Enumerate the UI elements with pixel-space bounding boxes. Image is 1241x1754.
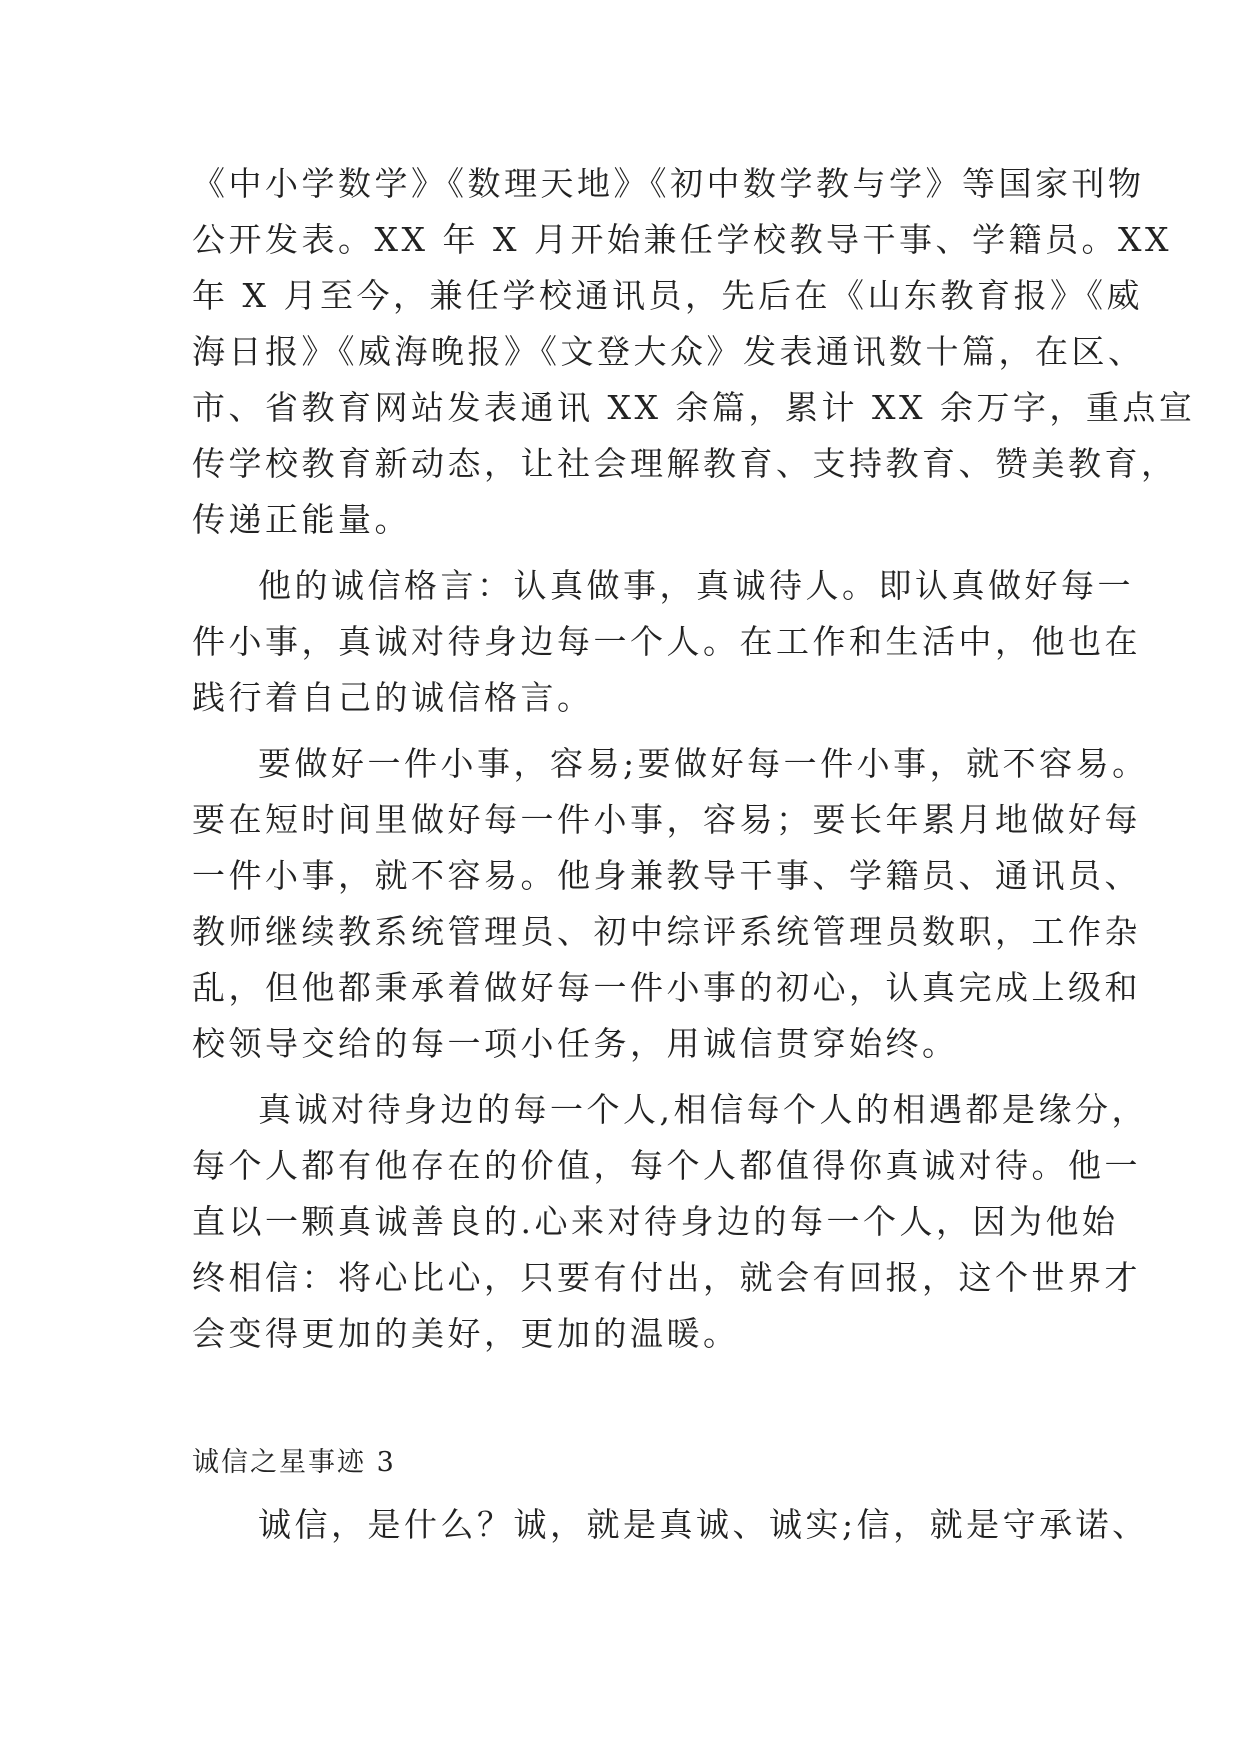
section-title: 诚信之星事迹 3	[192, 1447, 396, 1478]
paragraph-1-line-7: 传递正能量。	[192, 500, 411, 539]
paragraph-1-line-5: 市、省教育网站发表通讯 XX 余篇，累计 XX 余万字，重点宣	[192, 388, 1196, 427]
paragraph-3-line-6: 校领导交给的每一项小任务，用诚信贯穿始终。	[192, 1024, 959, 1063]
paragraph-2-line-2: 件小事，真诚对待身边每一个人。在工作和生活中，他也在	[192, 622, 1141, 661]
paragraph-3-line-1: 要做好一件小事，容易;要做好每一件小事，就不容易。	[258, 744, 1149, 783]
paragraph-3-line-4: 教师继续教系统管理员、初中综评系统管理员数职，工作杂	[192, 912, 1141, 951]
paragraph-2-line-3: 践行着自己的诚信格言。	[192, 678, 594, 717]
paragraph-1-line-6: 传学校教育新动态，让社会理解教育、支持教育、赞美教育，	[192, 444, 1178, 483]
paragraph-3-line-2: 要在短时间里做好每一件小事，容易；要长年累月地做好每	[192, 800, 1141, 839]
paragraph-4-line-1: 真诚对待身边的每一个人,相信每个人的相遇都是缘分，	[258, 1090, 1148, 1129]
paragraph-1-line-1: 《中小学数学》《数理天地》《初中数学教与学》等国家刊物	[192, 164, 1145, 203]
paragraph-4-line-3: 直以一颗真诚善良的.心来对待身边的每一个人，因为他始	[192, 1202, 1119, 1241]
paragraph-3-line-5: 乱，但他都秉承着做好每一件小事的初心，认真完成上级和	[192, 968, 1141, 1007]
paragraph-4-line-5: 会变得更加的美好，更加的温暖。	[192, 1314, 740, 1353]
paragraph-1-line-3: 年 X 月至今，兼任学校通讯员，先后在《山东教育报》《威	[192, 276, 1143, 315]
paragraph-4-line-4: 终相信：将心比心，只要有付出，就会有回报，这个世界才	[192, 1258, 1141, 1297]
paragraph-3-line-3: 一件小事，就不容易。他身兼教导干事、学籍员、通讯员、	[192, 856, 1141, 895]
paragraph-1-line-4: 海日报》《威海晚报》《文登大众》发表通讯数十篇，在区、	[192, 332, 1145, 371]
paragraph-5-line-1: 诚信，是什么？诚，就是真诚、诚实;信，就是守承诺、	[258, 1505, 1149, 1544]
paragraph-1-line-2: 公开发表。XX 年 X 月开始兼任学校教导干事、学籍员。XX	[192, 220, 1172, 259]
paragraph-2-line-1: 他的诚信格言：认真做事，真诚待人。即认真做好每一	[258, 566, 1134, 605]
paragraph-4-line-2: 每个人都有他存在的价值，每个人都值得你真诚对待。他一	[192, 1146, 1141, 1185]
